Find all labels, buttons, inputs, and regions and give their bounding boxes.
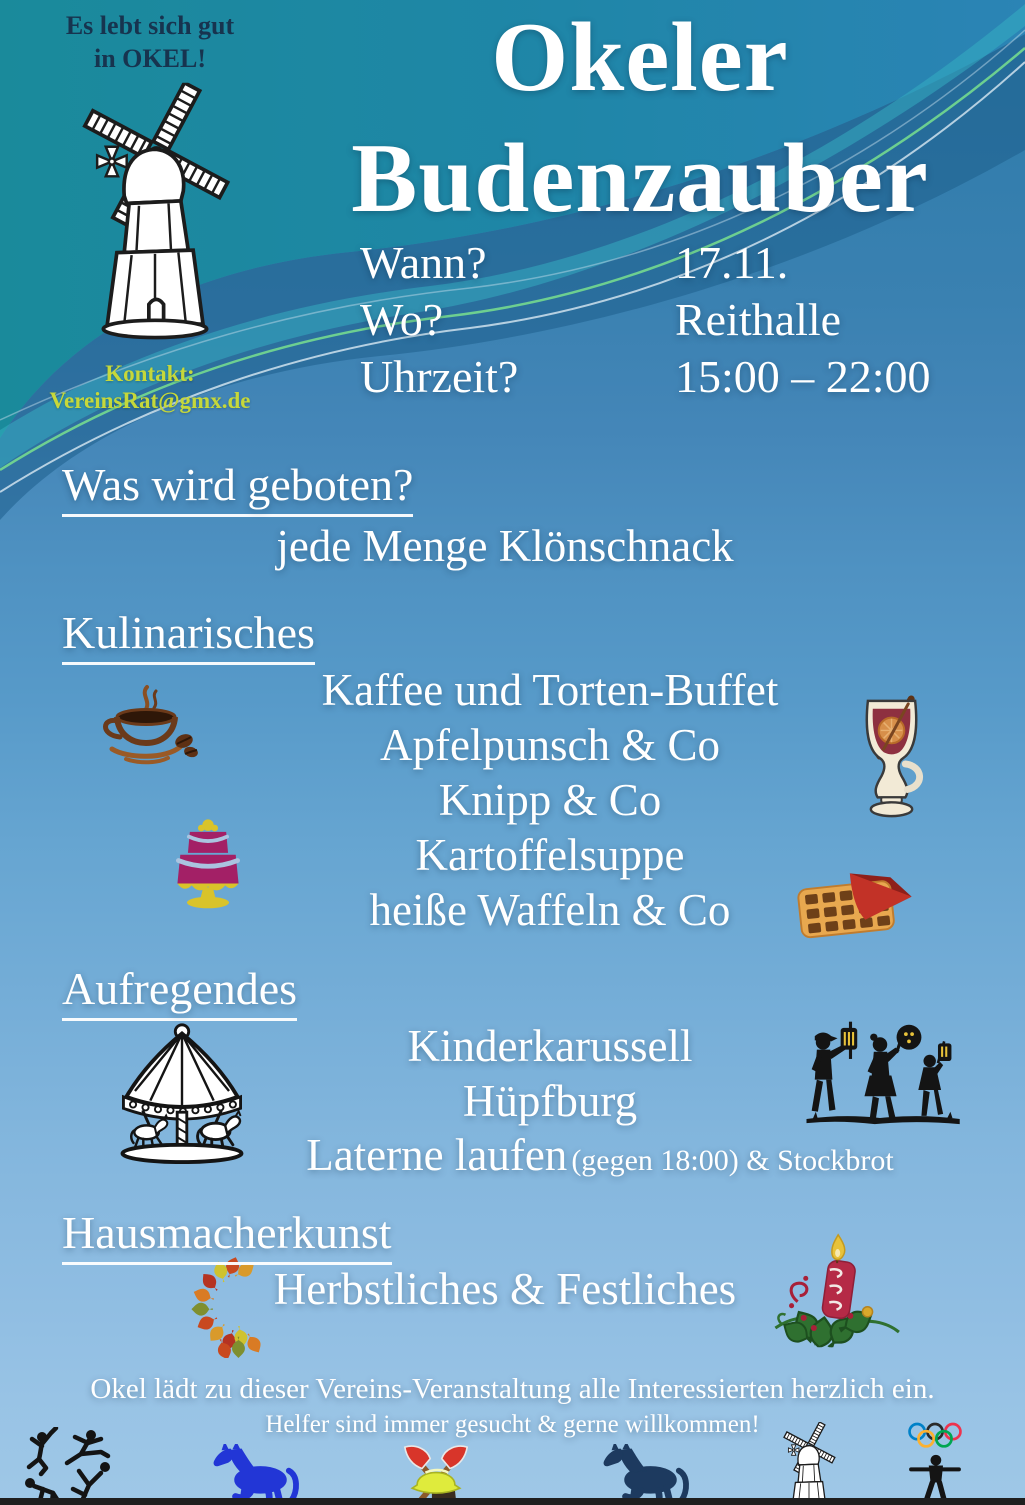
contact-label: Kontakt: (105, 361, 195, 386)
hausmacherkunst-item: Herbstliches & Festliches (273, 1264, 737, 1314)
detail-label: Wo? (360, 294, 444, 345)
blue-horse-icon (208, 1444, 308, 1505)
tagline-line1: Es lebt sich gut (65, 11, 235, 40)
fire-brigade-icon (386, 1434, 486, 1505)
title-line1: Okeler (491, 3, 789, 112)
lantern-line (180, 1128, 1020, 1183)
section-heading-offer (62, 458, 413, 517)
detail-row-uhrzeit (360, 350, 980, 407)
heading-text: Kulinarisches (62, 606, 315, 665)
lantern-detail-text: (gegen 18:00) & Stockbrot (571, 1144, 894, 1177)
heading-text: Aufregendes (62, 962, 297, 1021)
list-item: Hüpfburg (462, 1076, 638, 1126)
list-item: Kaffee und Torten-Buffet (321, 665, 779, 715)
footer-invitation: Okel lädt zu dieser Vereins-Veranstaltung alle Interessierten herzlich ein. (90, 1373, 935, 1405)
windmill-icon (75, 62, 235, 362)
list-item: Apfelpunsch & Co (380, 720, 720, 770)
contact-block (25, 360, 275, 414)
detail-label: Uhrzeit? (360, 351, 519, 402)
event-details (360, 236, 980, 407)
heading-text: Hausmacherkunst (62, 1206, 392, 1265)
section-heading-hausmacherkunst (62, 1206, 392, 1265)
tagline (40, 10, 260, 75)
poster-title (260, 3, 1020, 233)
lantern-main-text: Laterne laufen (306, 1130, 568, 1180)
detail-value: 15:00 – 22:00 (675, 351, 931, 402)
detail-label: Wann? (360, 237, 487, 288)
section-heading-aufregendes (62, 962, 297, 1021)
kulinarisches-list (70, 663, 1025, 938)
list-item: Knipp & Co (438, 775, 662, 825)
offer-item: jede Menge Klönschnack (276, 521, 734, 571)
section-heading-kulinarisches (62, 606, 315, 665)
heading-text: Was wird geboten? (62, 458, 413, 517)
list-item: Kartoffelsuppe (415, 830, 685, 880)
contact-email: VereinsRat@gmx.de (49, 388, 251, 414)
detail-row-wann (360, 236, 980, 293)
detail-row-wo (360, 293, 980, 350)
footer-helpers: Helfer sind immer gesucht & gerne willkommen! (265, 1411, 760, 1438)
list-item: heiße Waffeln & Co (369, 885, 731, 935)
title-line2: Budenzauber (351, 124, 929, 233)
detail-value: Reithalle (675, 294, 842, 345)
detail-value: 17.11. (675, 237, 789, 288)
tagline-line2: in OKEL! (94, 43, 206, 73)
dark-horse-icon (598, 1444, 698, 1505)
bottom-edge-strip (0, 1498, 1025, 1505)
list-item: Kinderkarussell (407, 1021, 693, 1071)
